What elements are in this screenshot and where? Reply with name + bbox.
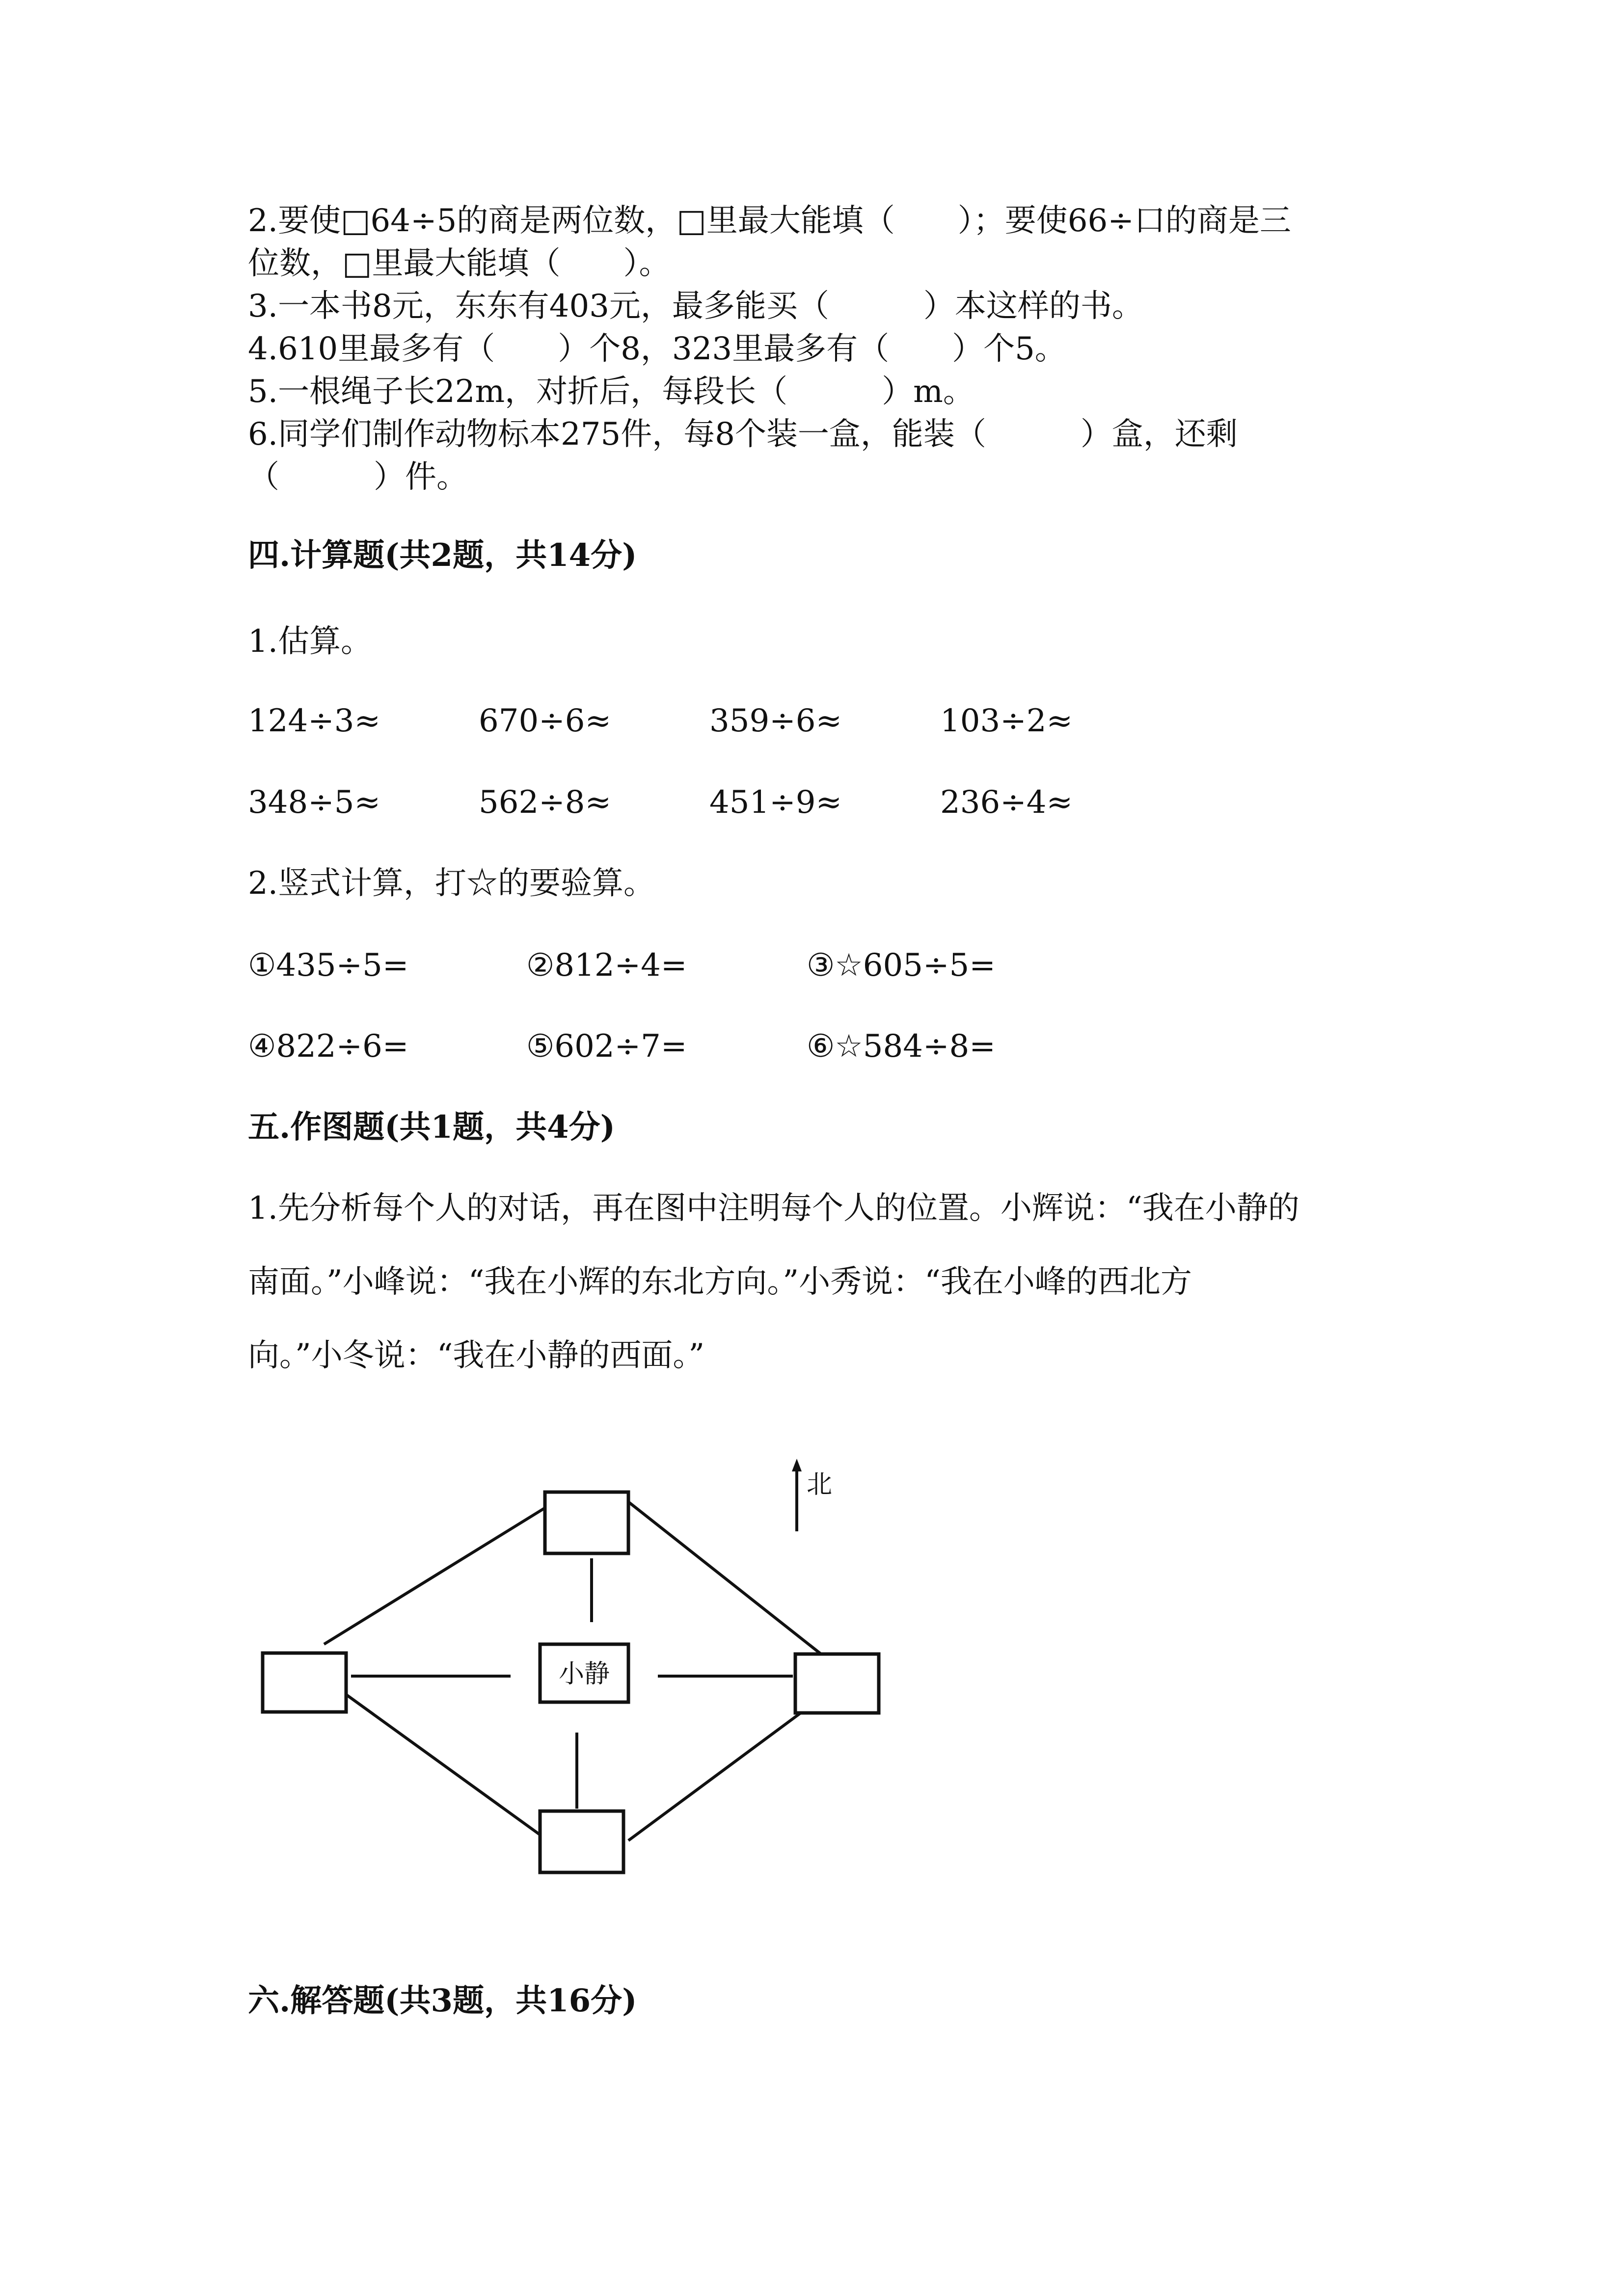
estimate-item: 562÷8≈ [479,784,612,821]
estimate-item: 670÷6≈ [479,703,612,739]
diagram-edge [628,1693,827,1841]
west-blank-box[interactable] [263,1653,346,1712]
question-2-line-1: 2.要使□64÷5的商是两位数，□里最大能填（ ）；要使66÷口的商是三 [248,203,1291,239]
question-2-line-2: 位数，□里最大能填（ ）。 [248,245,671,282]
drawing-question-line-3: 向。”小冬说：“我在小静的西面。” [248,1337,705,1374]
section-6-heading: 六.解答题(共3题，共16分) [248,1982,637,2019]
vertical-calc-item: ③☆605÷5= [807,947,996,984]
vertical-calc-item: ②812÷4= [526,947,687,984]
estimate-item: 348÷5≈ [248,784,381,821]
question-5: 5.一根绳子长22m，对折后，每段长（ ）m。 [248,374,974,410]
question-6-line-1: 6.同学们制作动物标本275件，每8个装一盒，能装（ ）盒，还剩 [248,416,1238,453]
vertical-calc-item: ④822÷6= [248,1028,409,1065]
estimate-item: 103÷2≈ [940,703,1073,739]
vertical-calc-item: ①435÷5= [248,947,409,984]
estimate-item: 359÷6≈ [709,703,842,739]
estimate-item: 124÷3≈ [248,703,381,739]
position-diagram [248,1448,896,1919]
drawing-question-line-1: 1.先分析每个人的对话，再在图中注明每个人的位置。小辉说：“我在小静的 [248,1190,1299,1227]
question-3: 3.一本书8元，东东有403元，最多能买（ ）本这样的书。 [248,288,1143,324]
north-arrowhead-icon [792,1459,802,1471]
section-4-heading: 四.计算题(共2题，共14分) [248,537,637,574]
estimate-title: 1.估算。 [248,623,373,660]
diagram-edge [324,1502,555,1644]
question-6-line-2: （ ）件。 [248,459,468,495]
question-4: 4.610里最多有（ ）个8，323里最多有（ ）个5。 [248,331,1066,367]
drawing-question-line-2: 南面。”小峰说：“我在小辉的东北方向。”小秀说：“我在小峰的西北方 [248,1264,1192,1300]
estimate-item: 236÷4≈ [940,784,1073,821]
section-5-heading: 五.作图题(共1题，共4分) [248,1109,615,1146]
center-label: 小静 [558,1659,610,1689]
vertical-calc-title: 2.竖式计算，打☆的要验算。 [248,865,655,902]
vertical-calc-item: ⑥☆584÷8= [807,1028,996,1065]
estimate-item: 451÷9≈ [709,784,842,821]
south-blank-box[interactable] [540,1811,623,1872]
north-blank-box[interactable] [545,1492,628,1553]
diagram-edge [324,1679,555,1845]
north-label: 北 [807,1470,833,1499]
east-blank-box[interactable] [795,1654,879,1713]
vertical-calc-item: ⑤602÷7= [526,1028,687,1065]
